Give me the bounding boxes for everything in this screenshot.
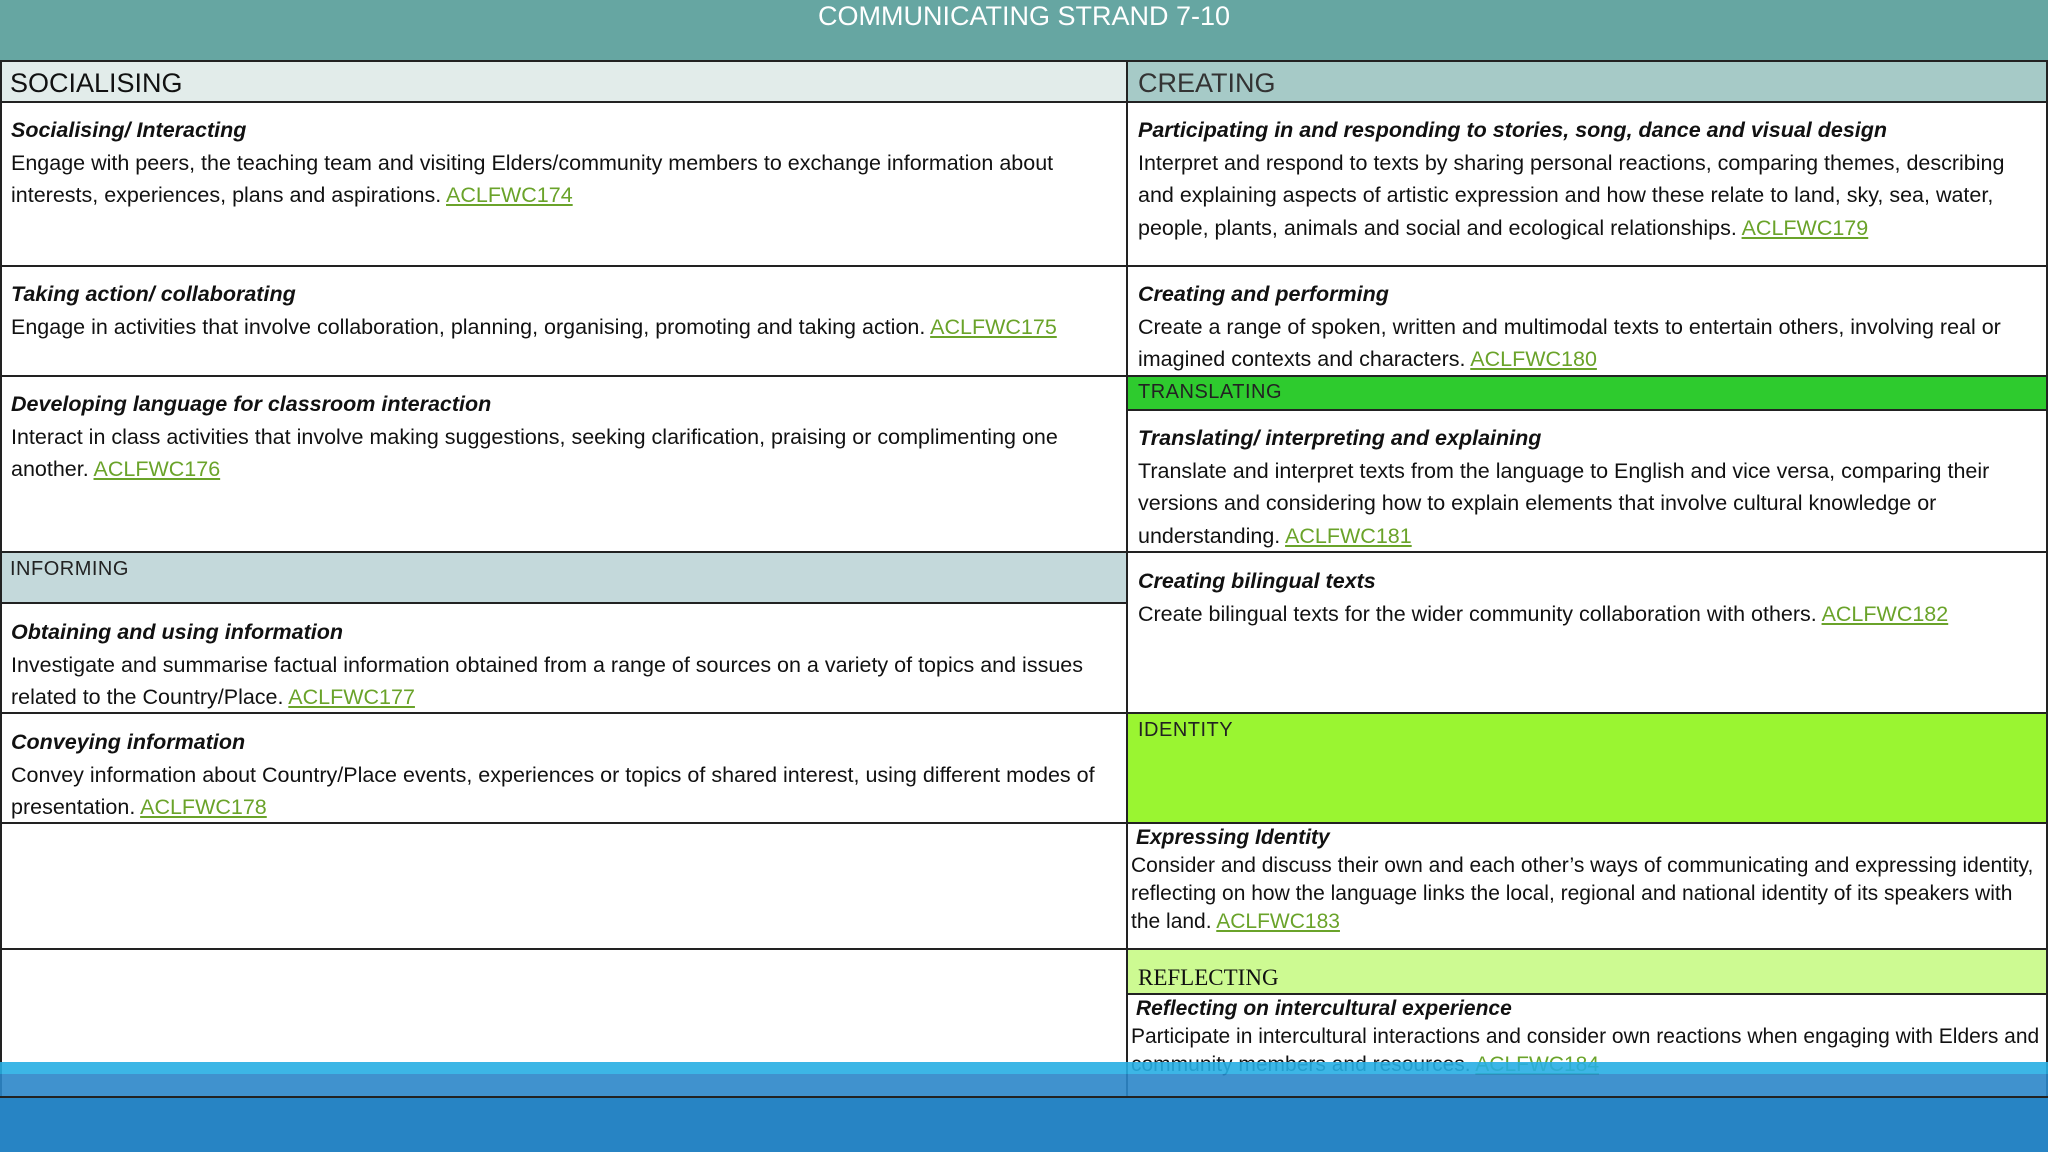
cell-heading: Creating and performing — [1138, 282, 1389, 306]
grid-line — [0, 948, 2048, 950]
left-cell-classroom — [0, 388, 1100, 486]
cell-text: Engage with peers, the teaching team and visiting Elders/community members to exchange information about interests, experiences, plans and aspirations. — [11, 150, 1054, 207]
left-cell-conveying — [0, 726, 1127, 824]
cell-text: Investigate and summarise factual information obtained from a range of sources on a variety of topics and issues related to the Country/Place. — [11, 652, 1083, 709]
code-link[interactable]: ACLFWC177 — [288, 685, 415, 709]
grid-line — [0, 1096, 2048, 1098]
code-link[interactable]: ACLFWC179 — [1741, 215, 1869, 240]
reflecting-header: REFLECTING — [1138, 965, 1279, 990]
right-cell-participating — [1127, 114, 2048, 244]
cell-heading: Creating bilingual texts — [1138, 569, 1376, 593]
cell-heading: Developing language for classroom interaction — [11, 392, 492, 416]
socialising-header: SOCIALISING — [10, 68, 183, 98]
left-cell-socialising — [0, 114, 1127, 212]
cell-text: Consider and discuss their own and each other’s ways of communicating and expressing identity, reflecting on how the language links the local, regional and national identity of its speakers with the land. — [1131, 854, 2034, 933]
cell-text: Create a range of spoken, written and multimodal texts to entertain others, involving real or imagined contexts and characters. — [1138, 314, 2001, 371]
footer-strip-light — [0, 1062, 2048, 1074]
cell-heading: Taking action/ collaborating — [11, 282, 296, 306]
grid-line — [0, 101, 2048, 103]
grid-line — [0, 551, 2048, 553]
grid-line — [0, 375, 2048, 377]
footer-bar — [0, 1096, 2048, 1152]
cell-text: Interpret and respond to texts by sharing personal reactions, comparing themes, describing and explaining aspects of artistic expression and how these relate to land, sky, sea, water, people, plants, animals and social and ecological relationships. — [1138, 150, 2005, 240]
cell-heading: Obtaining and using information — [11, 620, 344, 644]
cell-heading: Socialising/ Interacting — [11, 118, 247, 142]
code-link[interactable]: ACLFWC180 — [1470, 347, 1597, 371]
cell-heading: Conveying information — [11, 730, 246, 754]
cell-text: Translate and interpret texts from the language to English and vice versa, comparing their versions and considering how to explain elements that involve cultural knowledge or understanding. — [1138, 458, 1990, 548]
code-link[interactable]: ACLFWC181 — [1285, 523, 1412, 548]
right-cell-translating — [1127, 422, 2048, 552]
cell-text: Convey information about Country/Place events, experiences or topics of shared interest, using different modes of presentation. — [11, 762, 1095, 819]
code-link[interactable]: ACLFWC175 — [930, 314, 1057, 339]
left-cell-obtaining — [0, 616, 1100, 714]
footer-strip — [0, 1074, 2048, 1096]
creating-header: CREATING — [1138, 68, 1276, 98]
right-cell-identity — [1127, 824, 2048, 936]
grid-line — [0, 712, 2048, 714]
informing-header: INFORMING — [10, 558, 129, 580]
code-link[interactable]: ACLFWC183 — [1216, 910, 1340, 933]
cell-heading: Expressing Identity — [1136, 826, 1330, 849]
right-cell-creating-performing — [1127, 278, 2048, 376]
grid-line — [0, 602, 1127, 604]
cell-heading: Participating in and responding to stories, song, dance and visual design — [1138, 118, 1888, 142]
grid-line — [0, 60, 2, 1098]
grid-line — [1126, 60, 1128, 1098]
grid-line — [0, 822, 2048, 824]
grid-line — [1127, 993, 2048, 995]
cell-text: Engage in activities that involve collaboration, planning, organising, promoting and taking action. — [11, 314, 931, 339]
page-title: COMMUNICATING STRAND 7-10 — [0, 0, 2048, 60]
identity-header: IDENTITY — [1138, 719, 1234, 741]
grid-line — [0, 265, 2048, 267]
cell-text: Participate in intercultural interactions and consider own reactions when engaging with Elders and — [1131, 1025, 2040, 1048]
code-link[interactable]: ACLFWC176 — [93, 457, 221, 481]
code-link[interactable]: ACLFWC174 — [446, 183, 573, 207]
cell-heading: Reflecting on intercultural experience — [1136, 997, 1512, 1020]
cell-text: Create bilingual texts for the wider community collaboration with others. — [1138, 601, 1822, 626]
right-cell-bilingual — [1127, 565, 2048, 630]
cell-heading: Translating/ interpreting and explaining — [1138, 426, 1542, 450]
grid-line — [0, 60, 2048, 62]
left-cell-taking-action — [0, 278, 1127, 343]
cell-text: Interact in class activities that involve making suggestions, seeking clarification, praising or complimenting one another. — [11, 424, 1058, 481]
grid-line — [1127, 409, 2048, 411]
code-link[interactable]: ACLFWC178 — [140, 795, 267, 819]
code-link[interactable]: ACLFWC182 — [1821, 601, 1949, 626]
translating-header: TRANSLATING — [1138, 381, 1283, 403]
